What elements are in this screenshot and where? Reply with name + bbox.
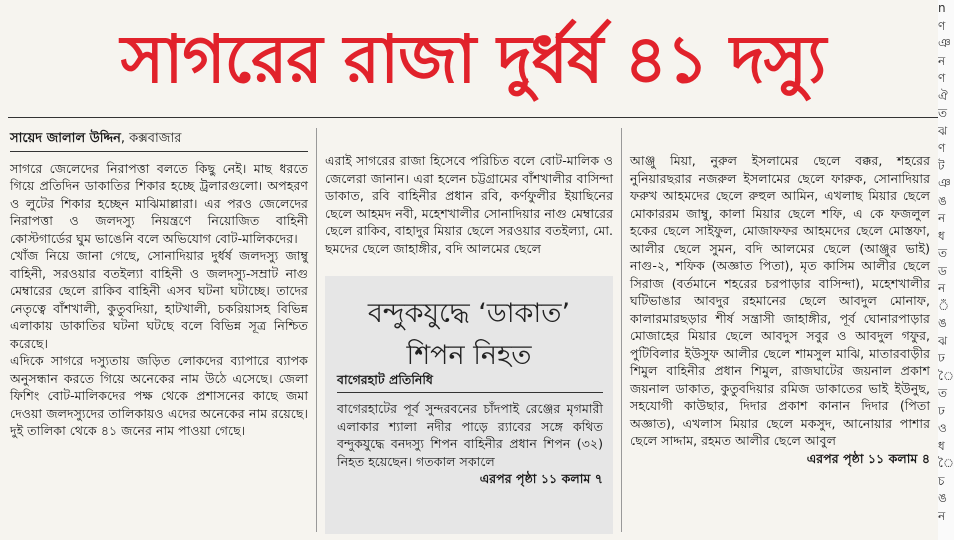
column-3 [630, 152, 930, 467]
column-divider [621, 128, 622, 532]
sidebar-story-jump-link[interactable]: এরপর পৃষ্ঠা ১১ কলাম ৭ [479, 471, 603, 486]
sidebar-story-title-line-2: শিপন নিহত [406, 340, 532, 371]
byline-author: সায়েদ জালাল উদ্দিন [10, 131, 121, 146]
column-1 [10, 130, 308, 440]
headline: সাগরের রাজা দুর্ধর্ষ ৪১ দস্যু [120, 21, 826, 98]
sidebar-story-box [325, 276, 613, 534]
byline: সায়েদ জালাল উদ্দিন, কক্সবাজার [10, 131, 182, 146]
sidebar-story-title-line-1: বন্দুকযুদ্ধে ‘ডাকাত’ [367, 298, 571, 329]
paragraph: এদিকে সাগরে দস্যুতায় জড়িত লোকদের ব্যাপারে ব্যাপক অনুসন্ধান করতে গিয়ে অনেকের নাম উঠে এসেছে। জেলা ফিশিং বোট-মালিকদের পক্ষ থেকে প্রশাসনের কাছে জমা দেওয়া জলদস্যুদের তালিকায়ও এদের অনেকের নাম রয়েছে। দুই তালিকা থেকে ৪১ জনের নাম পাওয়া গেছে। [10, 353, 308, 438]
jump-link[interactable]: এরপর পৃষ্ঠা ১১ কলাম ৪ [806, 450, 930, 466]
paragraph: সাগরে জেলেদের নিরাপত্তা বলতে কিছু নেই। মাছ ধরতে গিয়ে প্রতিদিন ডাকাতির শিকার হচ্ছে ট্রলারগুলো। অপহরণ ও লুটের শিকার হচ্ছেন মাঝিমাল্লারা। এর পরও জেলেদের নিরাপত্তা ও জলদস্যু নিয়ন্ত্রণে নিয়োজিত বাহিনী কোস্টগার্ডের ঘুম ভাঙেনি বলে অভিযোগ বোট-মালিকদের। [10, 160, 308, 246]
sidebar-story-byline: বাগেরহাট প্রতিনিধি [337, 372, 433, 387]
column-divider [316, 128, 317, 532]
sidebar-story-text [337, 400, 603, 488]
paragraph: আঞ্জু মিয়া, নুরুল ইসলামের ছেলে বক্কর, শহরের নুনিয়ারছরার নজরুল ইসলামের ছেলে ফারুক, সোনাদিয়ার ফরুখ আহমদের ছেলে রুহুল আমিন, এখলাছ মিয়ার ছেলে মোকাররম জাম্বু, কালা মিয়ার ছেলে শফি, এ কে ফজলুল হকের ছেলে সাইফুল, মোজাফফর আহমদের ছেলে মোস্তফা, আলীর ছেলে সুমন, বদি আলমের ছেলে (আঞ্জুর ভাই) নাগু-২, শফিক (অজ্ঞাত পিতা), মৃত কাসিম আলীর ছেলে সিরাজ (বর্তমানে শহরের চরপাড়ার বাসিন্দা), মহেশখালীর ঘটিভাঙার আবদুর রহমানের ছেলে আবদুল মোনাফ, কালারমারছড়ার শীর্ষ সন্ত্রাসী জাহাঙ্গীর, পূর্ব ঘোনারপাড়ার মোজাহের মিয়ার ছেলে আবদুস সবুর ও আবদুল গফুর, পুটিবিলার ইউসুফ আলীর ছেলে শামসুল মাঝি, মাতারবাড়ীর শিমুল বাহিনীর প্রধান শিমুল, রাজঘাটের জয়নাল প্রকাশ জয়নাল ডাকাত, কুতুবদিয়ার রমিজ ডাকাতের ভাই ইউনুছ, সহযোগী কাউছার, দিদার প্রকাশ কানান দিদার (পিতা অজ্ঞাত), এখলাস মিয়ার ছেলে মকসুদ, আনোয়ার পাশার ছেলে সাদ্দাম, রহমত আলীর ছেলে আবুল [630, 153, 930, 448]
byline-rule [10, 151, 308, 152]
adjacent-page-edge: n ণ ঞ ন ণ ঐ ত ঝ ণ ট ঞ ঙ ন ধ ত ড ন ঁ ঙ ঝ ঢ ৈ ত ঢ ও ধ ৈ চ ঙ ন [938, 0, 954, 540]
paragraph: খোঁজ নিয়ে জানা গেছে, সোনাদিয়ার দুর্ধর্ষ জলদস্যু জাম্বু বাহিনী, সরওয়ার বতইল্যা বাহিনী ও জলদস্যু-সম্রাট নাগু মেম্বারের ছেলে রাকিব বাহিনী এসব ঘটনা ঘটাচ্ছে। তাদের নেতৃত্বে বাঁশখালী, কুতুবদিয়া, হাটখালী, চকরিয়াসহ বিভিন্ন এলাকায় ডাকাতির ঘটনা ঘটছে বলে বিভিন্ন সূত্র নিশ্চিত করেছে। [10, 248, 308, 351]
sidebar-story-body: বাগেরহাটের পূর্ব সুন্দরবনের চাঁদপাই রেঞ্জের মৃগমারী এলাকার শ্যালা নদীর পাড়ে র‍্যাবের সঙ্গে কথিত বন্দুকযুদ্ধে বনদস্যু শিপন বাহিনীর প্রধান শিপন (৩২) নিহত হয়েছেন। গতকাল সকালে [337, 401, 603, 469]
byline-location: কক্সবাজার [129, 131, 182, 146]
column-2 [325, 152, 613, 257]
sidebar-byline-rule [337, 392, 603, 393]
paragraph: এরাই সাগরের রাজা হিসেবে পরিচিত বলে বোট-মালিক ও জেলেরা জানান। এরা হলেন চট্টগ্রামের বাঁশখালীর বাসিন্দা ডাকাত, রবি বাহিনীর প্রধান রবি, কর্ণফুলীর ইয়াছিনের ছেলে আহমদ নবী, মহেশখালীর সোনাদিয়ার নাগু মেম্বারের ছেলে রাকিব, বাহাদুর মিয়ার ছেলে সরওয়ার বতইল্যা, মো. ছমদের ছেলে জাহাঙ্গীর, বদি আলমের ছেলে [325, 153, 613, 256]
headline-rule [8, 117, 938, 118]
